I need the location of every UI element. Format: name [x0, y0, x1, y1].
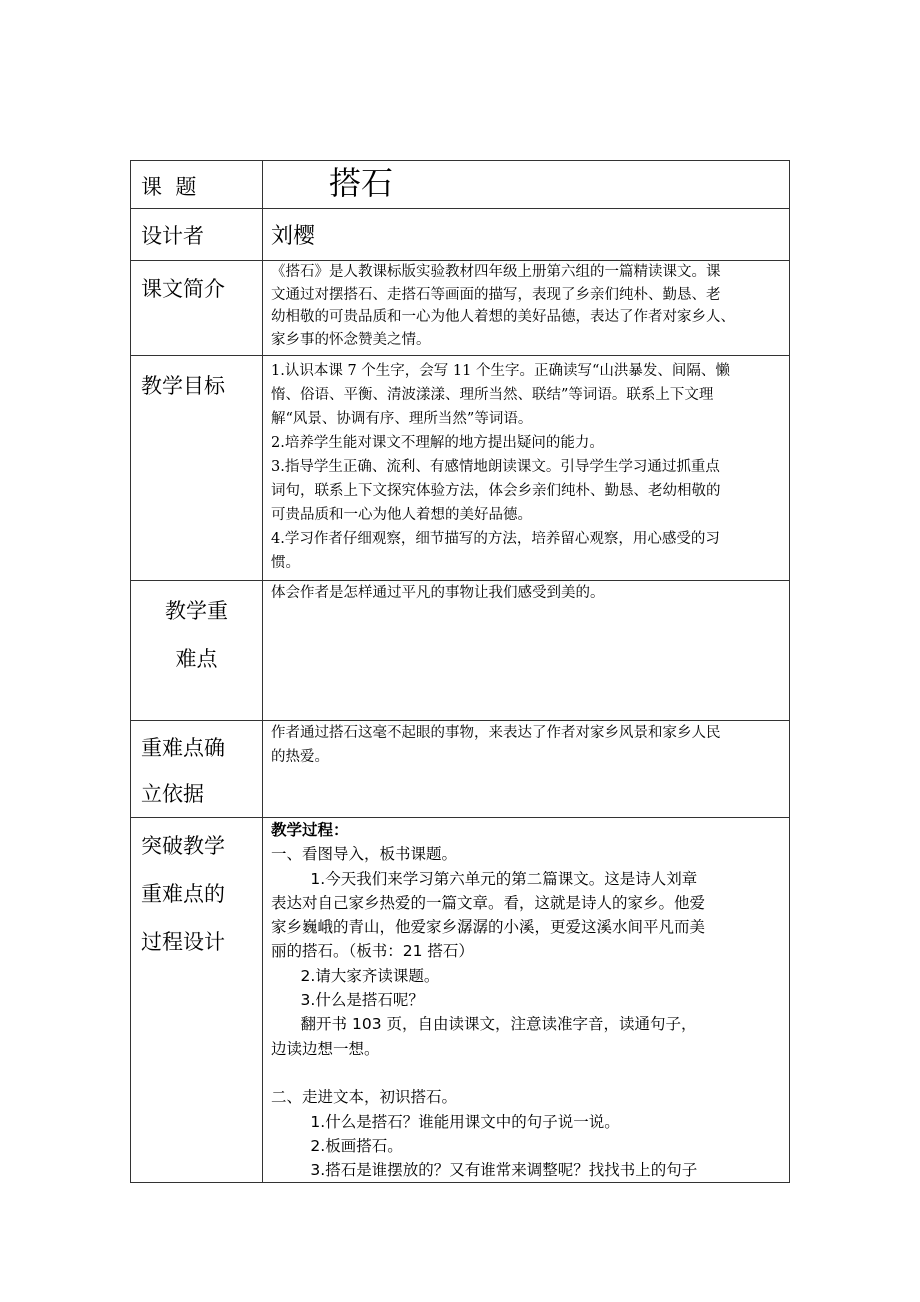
text-line: 4.学习作者仔细观察，细节描写的方法，培养留心观察，用心感受的习 [271, 531, 720, 547]
lesson-plan-table [130, 160, 790, 1183]
text-line: 作者通过搭石这毫不起眼的事物，来表达了作者对家乡风景和家乡人民 [271, 725, 721, 741]
label-process: 突破教学 重难点的 过程设计 [131, 818, 263, 1183]
label-title: 课 题 [131, 161, 263, 209]
label-basis: 重难点确 立依据 [131, 721, 263, 818]
text-line: 2.培养学生能对课文不理解的地方提出疑问的能力。 [271, 435, 604, 451]
row-process [131, 818, 790, 1183]
goals-text [263, 356, 790, 581]
row-intro [131, 261, 790, 356]
row-title [131, 161, 790, 209]
text-line: 《搭石》是人教课标版实验教材四年级上册第六组的一篇精读课文。课 [271, 264, 721, 280]
row-keypoints [131, 581, 790, 721]
text-line: 文通过对摆搭石、走搭石等画面的描写，表现了乡亲们纯朴、勤恳、老 [271, 286, 721, 303]
label-intro: 课文简介 [131, 261, 263, 356]
row-goals [131, 356, 790, 581]
text-line: 惯。 [271, 555, 300, 571]
value-designer: 刘樱 [263, 209, 790, 261]
text-line: 的热爱。 [271, 749, 329, 765]
text-line: 3.指导学生正确、流利、有感情地朗读课文。引导学生学习通过抓重点 [271, 459, 720, 475]
text-line: 惰、俗语、平衡、清波漾漾、理所当然、联结”等词语。联系上下文理 [271, 387, 714, 403]
intro-text [263, 261, 790, 356]
text-line: 1.认识本课 7 个生字，会写 11 个生字。正确读写“山洪暴发、间隔、懒 [271, 363, 730, 379]
text-line: 家乡事的怀念赞美之情。 [271, 331, 431, 348]
keypoints-text: 体会作者是怎样通过平凡的事物让我们感受到美的。 [263, 581, 790, 721]
text-line: 可贵品质和一心为他人着想的美好品德。 [271, 507, 532, 523]
basis-text [263, 721, 790, 818]
text-line: 幼相敬的可贵品质和一心为他人着想的美好品德，表达了作者对家乡人、 [271, 309, 735, 325]
process-text: 教学过程： 一、看图导入，板书课题。 1.今天我们来学习第六单元的第二篇课文。这是诗人刘章 表达对自己家乡热爱的一篇文章。看，这就是诗人的家乡。他爱 家乡巍峨的青山，他爱家乡潺潺的小溪，更爱这溪水间平凡而美 丽的搭石。（板书：21 搭石） 2.请大家齐读课题。 3.什么是搭石呢？ 翻开书 103 页，自由读课文，注意读准字音，读通句子， 边读边想一想。 二、走进文本，初识搭石。 1.什么是搭石？谁能用课文中的句子说一说。 2.板画搭石。 3.搭石是谁摆放的？又有谁常来调整呢？找找书上的句子 [263, 818, 790, 1183]
label-keypoints: 教学重 难点 [131, 581, 263, 721]
row-designer [131, 209, 790, 261]
value-title: 搭石 [263, 161, 790, 209]
label-designer: 设计者 [131, 209, 263, 261]
text-line: 词句，联系上下文探究体验方法，体会乡亲们纯朴、勤恳、老幼相敬的 [271, 483, 721, 499]
label-goals: 教学目标 [131, 356, 263, 581]
process-heading: 教学过程： [271, 821, 349, 839]
row-basis [131, 721, 790, 818]
text-line: 解“风景、协调有序、理所当然”等词语。 [271, 411, 533, 427]
